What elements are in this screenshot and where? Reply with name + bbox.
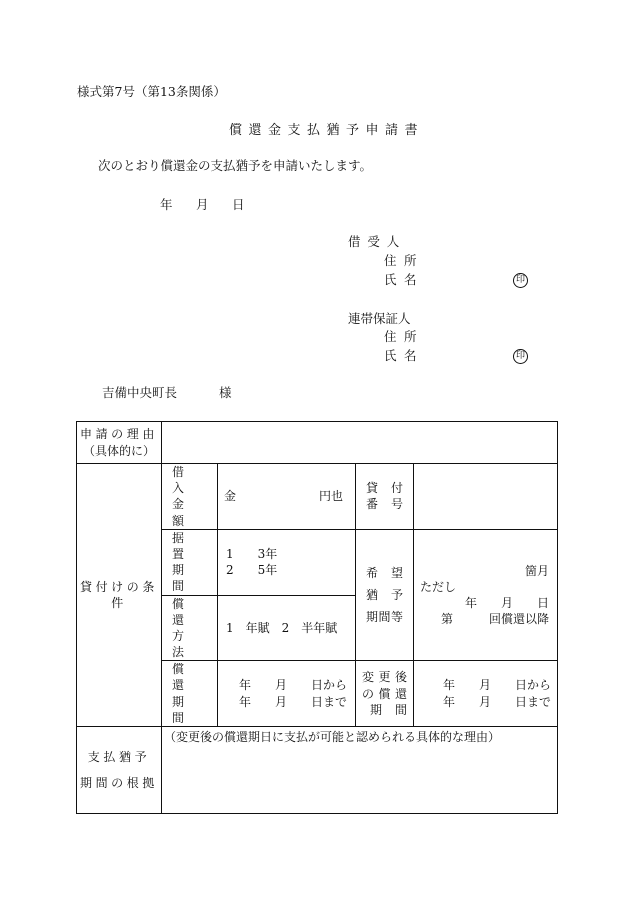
deferment-label-1: 据 置 <box>172 530 197 561</box>
deferment-options[interactable] <box>218 529 356 595</box>
desired-label-1: 希 望 <box>366 565 403 580</box>
changed-label-1: 変更後 <box>362 670 407 685</box>
repay-period-to: 年 月 日まで <box>238 694 347 709</box>
conditions-label: 貸付けの条件 <box>77 464 162 727</box>
reason-sublabel: （具体的に） <box>82 443 155 458</box>
loan-number-label-1: 貸 付 <box>366 481 403 496</box>
desired-label-2: 猶 予 <box>366 587 403 602</box>
changed-period-label-cell <box>356 661 414 727</box>
changed-label-2: の償還 <box>362 686 407 701</box>
borrower-heading: 借受人 <box>348 234 407 249</box>
repay-period-input[interactable] <box>218 661 356 727</box>
desired-period-input[interactable] <box>414 529 558 661</box>
amount-suffix: 円也 <box>318 489 343 504</box>
repay-method-label-1: 償 還 <box>172 596 197 627</box>
repay-period-from: 年 月 日から <box>238 678 347 693</box>
guarantor-address-label: 住所 <box>384 329 425 344</box>
loan-amount-label-1: 借 入 <box>172 465 197 496</box>
deferment-label-cell <box>162 529 218 595</box>
addressee-honorific: 様 <box>219 385 232 400</box>
desired-from-installment: 第 回償還以降 <box>440 612 549 627</box>
loan-number-label-cell <box>356 464 414 530</box>
repay-period-label-2: 期 間 <box>172 694 197 725</box>
deferment-option-1[interactable]: 1 3年 <box>226 546 278 561</box>
desired-label-3: 期間等 <box>366 610 403 625</box>
desired-date: 年 月 日 <box>464 596 549 610</box>
basis-note: （変更後の償還期日に支払が可能と認められる具体的な理由） <box>164 730 501 744</box>
loan-amount-label-2: 金 額 <box>172 497 197 528</box>
guarantor-heading: 連帯保証人 <box>348 311 411 326</box>
guarantor-seal-mark: 印 <box>513 349 528 364</box>
amount-prefix: 金 <box>224 489 237 504</box>
basis-input[interactable] <box>162 727 558 814</box>
deferment-label-2: 期 間 <box>172 563 197 594</box>
basis-label-1: 支払猶予 <box>87 749 151 764</box>
repay-method-label-2: 方 法 <box>172 628 197 660</box>
changed-period-input[interactable] <box>414 661 558 727</box>
changed-period-from: 年 月 日から <box>442 678 551 693</box>
loan-amount-input[interactable] <box>218 464 356 530</box>
loan-number-label-2: 番 号 <box>366 497 403 512</box>
reason-label-cell <box>77 422 162 464</box>
reason-label: 申請の理由 <box>79 427 158 442</box>
application-table <box>76 421 558 814</box>
changed-label-3: 期 間 <box>370 702 407 717</box>
document-title: 償還金支払猶予申請書 <box>229 123 425 138</box>
deferment-option-2[interactable]: 2 5年 <box>226 563 278 578</box>
guarantor-name-label: 氏名 <box>384 348 425 363</box>
reason-input[interactable] <box>162 422 558 464</box>
borrower-seal-mark: 印 <box>513 273 528 288</box>
repay-period-label-1: 償 還 <box>172 662 197 693</box>
date-day: 日 <box>232 197 245 212</box>
repay-method-options[interactable]: 1 年賦 2 半年賦 <box>218 595 356 661</box>
repay-period-label-cell <box>162 661 218 727</box>
loan-number-input[interactable] <box>414 464 558 530</box>
repay-method-label-cell <box>162 595 218 661</box>
desired-label-cell <box>356 529 414 661</box>
intro-text: 次のとおり償還金の支払猶予を申請いたします。 <box>98 158 373 173</box>
form-number: 様式第7号（第13条関係） <box>77 84 226 99</box>
basis-label-2: 期間の根拠 <box>79 776 158 790</box>
borrower-name-label: 氏名 <box>384 272 425 287</box>
desired-months: 箇月 <box>524 563 549 578</box>
basis-label-cell <box>77 727 162 814</box>
loan-amount-label-cell <box>162 464 218 530</box>
borrower-address-label: 住所 <box>384 253 425 268</box>
changed-period-to: 年 月 日まで <box>442 694 551 709</box>
addressee-name: 吉備中央町長 <box>102 385 178 400</box>
date-year: 年 <box>160 197 173 212</box>
date-month: 月 <box>196 197 209 212</box>
desired-proviso: ただし <box>420 579 457 594</box>
